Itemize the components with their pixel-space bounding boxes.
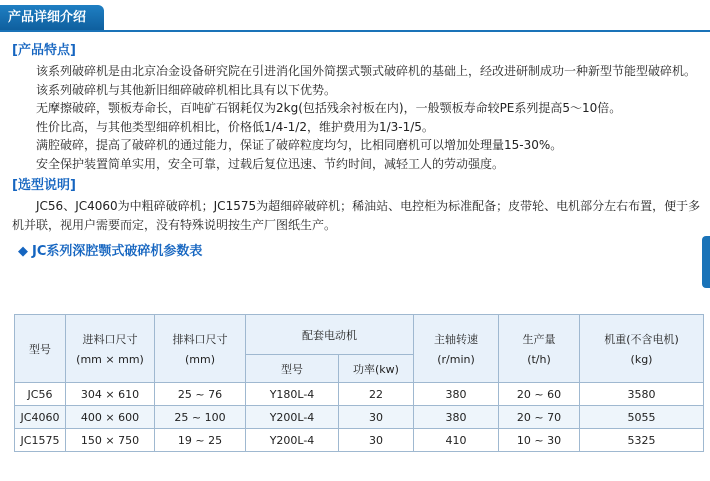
feature-line: 性价比高，与其他类型细碎机相比，价格低1/4-1/2，维护费用为1/3-1/5。 — [36, 119, 434, 134]
product-description — [12, 38, 702, 262]
col-speed — [414, 315, 499, 383]
spec-table — [14, 314, 704, 452]
cell-speed: 380 — [414, 406, 499, 429]
table-row — [15, 429, 704, 452]
cell-discharge: 25 ~ 76 — [155, 383, 246, 406]
table-title-text: JC系列深腔颚式破碎机参数表 — [32, 244, 203, 259]
col-discharge-label: 排料口尺寸 — [172, 333, 228, 346]
side-float-tab[interactable] — [702, 236, 710, 288]
table-row — [15, 406, 704, 429]
cell-power: 30 — [339, 406, 414, 429]
cell-motor-model: Y180L-4 — [246, 383, 339, 406]
col-feed-unit: (mm × mm) — [76, 353, 144, 366]
col-discharge — [155, 315, 246, 383]
page-header-tab: 产品详细介绍 — [0, 5, 104, 31]
col-weight-unit: (kg) — [630, 353, 653, 366]
selection-title: [选型说明] — [12, 178, 76, 193]
col-speed-label: 主轴转速 — [434, 333, 478, 346]
features-intro: 该系列破碎机是由北京冶金设备研究院在引进消化国外简摆式颚式破碎机的基础上，经改进研制成功一种新型节能型破碎机。 — [36, 64, 697, 78]
cell-discharge: 19 ~ 25 — [155, 429, 246, 452]
diamond-bullet-icon: ◆ — [18, 244, 28, 259]
cell-capacity: 20 ~ 70 — [499, 406, 580, 429]
feature-line: 该系列破碎机与其他新旧细碎破碎机相比具有以下优势。 — [36, 82, 337, 97]
cell-power: 30 — [339, 429, 414, 452]
header-divider — [0, 30, 710, 32]
cell-capacity: 20 ~ 60 — [499, 383, 580, 406]
cell-model: JC56 — [15, 383, 66, 406]
cell-power: 22 — [339, 383, 414, 406]
cell-weight: 5055 — [580, 406, 704, 429]
col-model: 型号 — [15, 315, 66, 383]
cell-feed: 400 × 600 — [66, 406, 155, 429]
col-capacity-label: 生产量 — [522, 333, 556, 346]
col-discharge-unit: (mm) — [184, 353, 215, 366]
feature-line: 满腔破碎，提高了破碎机的通过能力，保证了破碎粒度均匀，比相同磨机可以增加处理量15-30%。 — [36, 138, 563, 152]
cell-model: JC1575 — [15, 429, 66, 452]
feature-line: 无摩擦破碎，颚板寿命长，百吨矿石钢耗仅为2kg(包括残余衬板在内)，一般颚板寿命较PE系列提高5～10倍。 — [36, 101, 622, 115]
col-capacity — [499, 315, 580, 383]
col-motor-power: 功率(kw) — [339, 355, 414, 383]
cell-motor-model: Y200L-4 — [246, 406, 339, 429]
col-feed — [66, 315, 155, 383]
col-motor-model: 型号 — [246, 355, 339, 383]
cell-motor-model: Y200L-4 — [246, 429, 339, 452]
features-title: [产品特点] — [12, 43, 76, 58]
col-weight — [580, 315, 704, 383]
cell-discharge: 25 ~ 100 — [155, 406, 246, 429]
cell-model: JC4060 — [15, 406, 66, 429]
feature-line: 安全保护装置简单实用，安全可靠，过载后复位迅速、节约时间，减轻工人的劳动强度。 — [36, 156, 505, 171]
cell-feed: 304 × 610 — [66, 383, 155, 406]
col-motor: 配套电动机 — [246, 315, 414, 355]
col-feed-label: 进料口尺寸 — [82, 333, 138, 346]
cell-speed: 410 — [414, 429, 499, 452]
col-speed-unit: (r/min) — [437, 353, 475, 366]
cell-weight: 3580 — [580, 383, 704, 406]
col-capacity-unit: (t/h) — [527, 353, 551, 366]
table-title — [18, 242, 702, 262]
cell-capacity: 10 ~ 30 — [499, 429, 580, 452]
cell-feed: 150 × 750 — [66, 429, 155, 452]
table-row — [15, 383, 704, 406]
selection-text: JC56、JC4060为中粗碎破碎机；JC1575为超细碎破碎机；稀油站、电控柜为标准配备；皮带轮、电机部分左右布置，便于多机并联，视用户需要而定，没有特殊说明按生产厂图纸生产。 — [12, 199, 701, 232]
cell-weight: 5325 — [580, 429, 704, 452]
col-weight-label: 机重(不含电机) — [604, 333, 679, 346]
cell-speed: 380 — [414, 383, 499, 406]
